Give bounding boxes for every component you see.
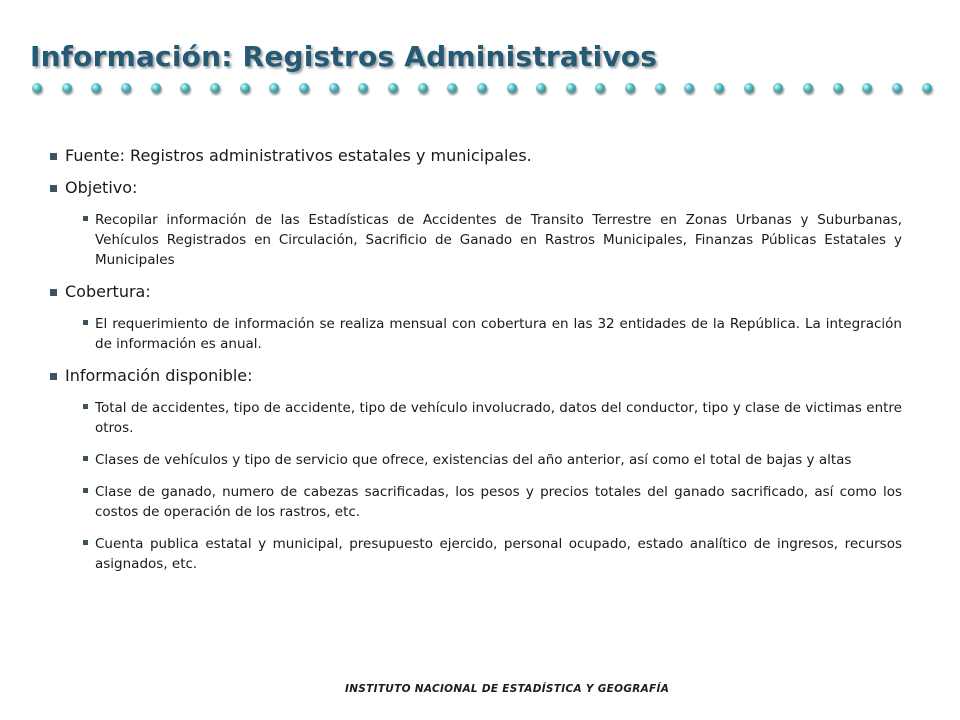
dotted-divider — [32, 78, 932, 98]
sub-bullet-informacion — [50, 482, 902, 522]
divider-dot — [566, 83, 576, 93]
bullet-cobertura — [50, 282, 902, 302]
divider-dot — [625, 83, 635, 93]
bullet-content — [50, 146, 902, 586]
informacion-text: Clases de vehículos y tipo de servicio que ofrece, existencias del año anterior, así como el total de bajas y altas — [95, 452, 852, 468]
divider-dot — [655, 83, 665, 93]
sub-bullet-cobertura — [50, 314, 902, 354]
divider-dot — [507, 83, 517, 93]
square-bullet-icon — [50, 289, 57, 296]
sub-bullet-informacion — [50, 534, 902, 574]
objetivo-text: Recopilar información de las Estadísticas de Accidentes de Transito Terrestre en Zonas Urbanas y Suburbanas, Vehículos Registrados en Circulación, Sacrificio de Ganado en Rastros Municipales, Finanzas Públicas Estatales y Municipales — [95, 212, 902, 268]
divider-dot — [803, 83, 813, 93]
informacion-text: Clase de ganado, numero de cabezas sacrificadas, los pesos y precios totales del ganado sacrificado, así como los costos de operación de los rastros, etc. — [95, 484, 902, 520]
bullet-objetivo — [50, 178, 902, 198]
square-bullet-icon — [83, 320, 88, 325]
footer-institution: INSTITUTO NACIONAL DE ESTADÍSTICA Y GEOGRAFÍA — [345, 683, 670, 695]
divider-dot — [151, 83, 161, 93]
divider-dot — [329, 83, 339, 93]
sub-bullet-informacion — [50, 450, 902, 470]
informacion-text: Total de accidentes, tipo de accidente, tipo de vehículo involucrado, datos del conductor, tipo y clase de victimas entre otros. — [95, 400, 902, 436]
objetivo-label: Objetivo: — [65, 178, 138, 197]
cobertura-text: El requerimiento de información se realiza mensual con cobertura en las 32 entidades de la República. La integración de información es anual. — [95, 316, 902, 352]
square-bullet-icon — [83, 404, 88, 409]
divider-dot — [91, 83, 101, 93]
divider-dot — [269, 83, 279, 93]
divider-dot — [773, 83, 783, 93]
square-bullet-icon — [83, 540, 88, 545]
divider-dot — [180, 83, 190, 93]
divider-dot — [684, 83, 694, 93]
page-title: Información: Registros Administrativos — [30, 40, 658, 73]
divider-dot — [240, 83, 250, 93]
divider-dot — [892, 83, 902, 93]
square-bullet-icon — [50, 373, 57, 380]
square-bullet-icon — [83, 488, 88, 493]
divider-dot — [299, 83, 309, 93]
square-bullet-icon — [83, 456, 88, 461]
sub-bullet-informacion — [50, 398, 902, 438]
divider-dot — [62, 83, 72, 93]
divider-dot — [833, 83, 843, 93]
divider-dot — [477, 83, 487, 93]
bullet-fuente — [50, 146, 902, 166]
divider-dot — [418, 83, 428, 93]
divider-dot — [714, 83, 724, 93]
informacion-label: Información disponible: — [65, 366, 253, 385]
divider-dot — [358, 83, 368, 93]
divider-dot — [744, 83, 754, 93]
fuente-text: Fuente: Registros administrativos estatales y municipales. — [65, 146, 532, 165]
divider-dot — [388, 83, 398, 93]
divider-dot — [447, 83, 457, 93]
square-bullet-icon — [50, 185, 57, 192]
cobertura-label: Cobertura: — [65, 282, 151, 301]
divider-dot — [210, 83, 220, 93]
divider-dot — [32, 83, 42, 93]
divider-dot — [121, 83, 131, 93]
divider-dot — [595, 83, 605, 93]
divider-dot — [922, 83, 932, 93]
square-bullet-icon — [50, 153, 57, 160]
bullet-informacion — [50, 366, 902, 386]
informacion-text: Cuenta publica estatal y municipal, presupuesto ejercido, personal ocupado, estado analítico de ingresos, recursos asignados, etc. — [95, 536, 902, 572]
divider-dot — [862, 83, 872, 93]
square-bullet-icon — [83, 216, 88, 221]
divider-dot — [536, 83, 546, 93]
sub-bullet-objetivo — [50, 210, 902, 270]
